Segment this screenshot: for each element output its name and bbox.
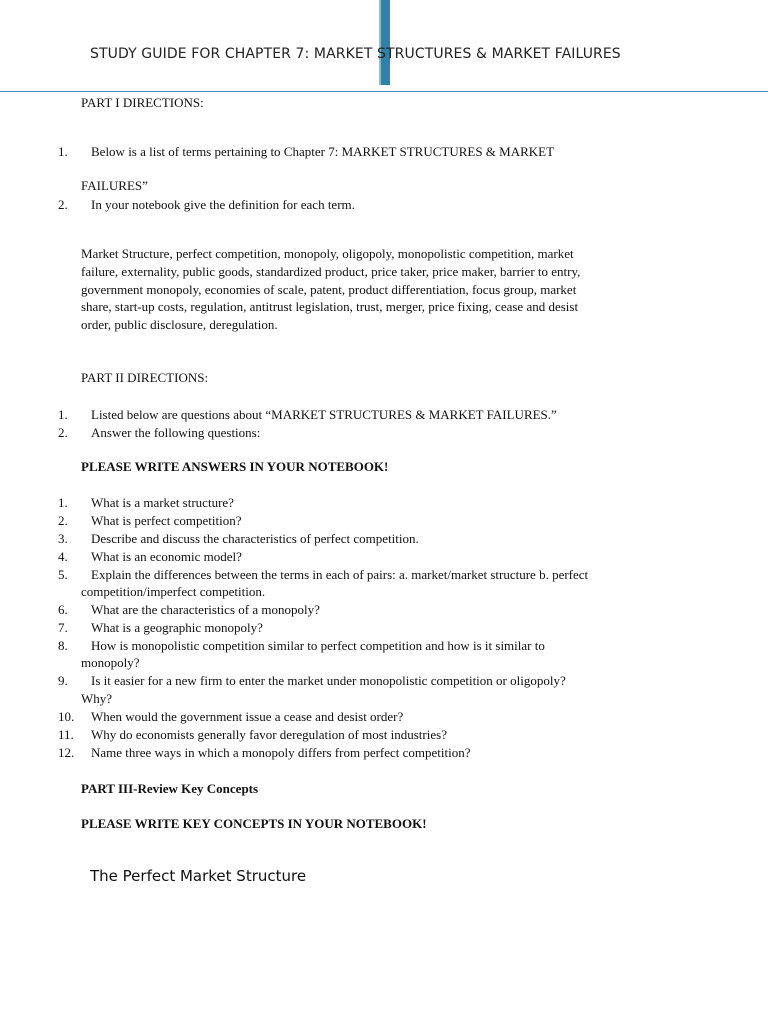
terms-line: failure, externality, public goods, standardized product, price taker, price maker, barrier to entry, xyxy=(81,263,581,279)
question-text: Explain the differences between the terms in each of pairs: a. market/market structure b. perfect xyxy=(91,567,589,582)
page-title: STUDY GUIDE FOR CHAPTER 7: MARKET STRUCTURES & MARKET FAILURES xyxy=(90,46,621,62)
part2-item-text: Listed below are questions about “MARKET STRUCTURES & MARKET FAILURES.” xyxy=(91,407,557,422)
question-text: Name three ways in which a monopoly differs from perfect competition? xyxy=(91,745,471,760)
question-number: 3. xyxy=(58,531,68,546)
header-divider xyxy=(0,91,768,92)
question-number: 8. xyxy=(58,638,68,653)
question-number: 1. xyxy=(58,495,68,510)
part1-item-continuation: FAILURES” xyxy=(81,178,148,193)
bookmark-ribbon xyxy=(379,0,390,85)
part1-heading: PART I DIRECTIONS: xyxy=(81,95,204,110)
terms-line: share, start-up costs, regulation, antitrust legislation, trust, merger, price fixing, cease and desist xyxy=(81,299,579,315)
key-concepts-instruction: PLEASE WRITE KEY CONCEPTS IN YOUR NOTEBOOK! xyxy=(81,816,427,831)
terms-line: order, public disclosure, deregulation. xyxy=(81,317,278,333)
question-text: Is it easier for a new firm to enter the market under monopolistic competition or oligopoly? xyxy=(91,673,566,688)
question-text: Why do economists generally favor deregulation of most industries? xyxy=(91,727,447,742)
part2-item-number: 1. xyxy=(58,407,68,422)
question-number: 6. xyxy=(58,602,68,617)
question-number: 9. xyxy=(58,673,68,688)
part1-item-text: Below is a list of terms pertaining to Chapter 7: MARKET STRUCTURES & MARKET xyxy=(91,144,555,159)
question-number: 4. xyxy=(58,549,68,564)
question-number: 5. xyxy=(58,567,68,582)
question-continuation: Why? xyxy=(81,691,113,706)
question-text: What is an economic model? xyxy=(91,549,242,564)
part2-item-text: Answer the following questions: xyxy=(91,425,261,440)
part1-item-text: In your notebook give the definition for each term. xyxy=(91,197,355,212)
question-continuation: competition/imperfect competition. xyxy=(81,584,266,599)
terms-line: Market Structure, perfect competition, monopoly, oligopoly, monopolistic competition, market xyxy=(81,246,574,261)
question-text: Describe and discuss the characteristics of perfect competition. xyxy=(91,531,419,546)
question-text: What is a market structure? xyxy=(91,495,234,510)
question-text: What is a geographic monopoly? xyxy=(91,620,263,635)
question-continuation: monopoly? xyxy=(81,655,140,670)
question-number: 12. xyxy=(58,745,75,760)
part2-heading: PART II DIRECTIONS: xyxy=(81,370,209,385)
part3-heading: PART III-Review Key Concepts xyxy=(81,781,259,796)
question-number: 10. xyxy=(58,709,75,724)
question-text: How is monopolistic competition similar to perfect competition and how is it similar to xyxy=(91,638,545,653)
question-text: What are the characteristics of a monopoly? xyxy=(91,602,320,617)
terms-line: government monopoly, economies of scale, patent, product differentiation, focus group, market xyxy=(81,281,577,297)
part1-item-number: 1. xyxy=(58,144,68,159)
answers-instruction: PLEASE WRITE ANSWERS IN YOUR NOTEBOOK! xyxy=(81,459,389,474)
part1-item-number: 2. xyxy=(58,197,68,212)
question-text: When would the government issue a cease and desist order? xyxy=(91,709,404,724)
part2-item-number: 2. xyxy=(58,425,68,440)
question-number: 7. xyxy=(58,620,68,635)
section-heading: The Perfect Market Structure xyxy=(90,867,307,885)
terms-paragraph xyxy=(81,245,580,334)
question-number: 2. xyxy=(58,513,68,528)
question-text: What is perfect competition? xyxy=(91,513,242,528)
question-number: 11. xyxy=(58,727,74,742)
